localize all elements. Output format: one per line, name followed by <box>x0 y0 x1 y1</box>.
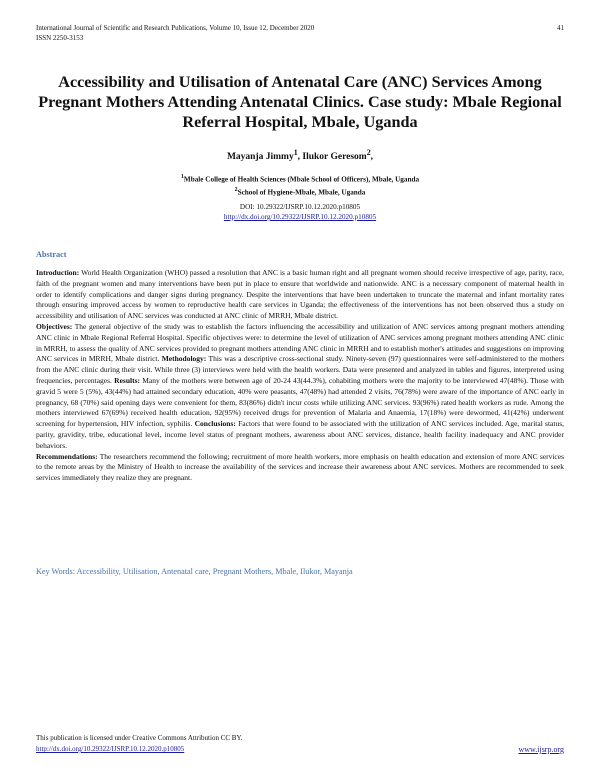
abstract-body <box>36 268 564 484</box>
paper-title: Accessibility and Utilisation of Antenatal Care (ANC) Services Among Pregnant Mothers Attending Antenatal Clinics. Case study: Mbale Regional Referral Hospital, Mbale, Uganda <box>38 73 562 131</box>
introduction-text: World Health Organization (WHO) passed a resolution that ANC is a basic human right and all pregnant women should receive irrespective of age, parity, race, faith of the pregnant women and many interventions have been put in place to ensure that worldwide and nationwide. ANC is a necessary component of maternal health in order to identify complications and danger signs during pregnancy. Despite the interventions that have been undertaken to truncate the maternal and infant mortality rates through ensuring improved access by women to reproductive health care services in Uganda; the effectiveness of the interventions has not been observed thus a study on accessibility and utilisation of ANC services was conducted at ANC clinic of MRRH, Mbale district. <box>36 268 564 321</box>
doi-text: DOI: 10.29322/IJSRP.10.12.2020.p10805 <box>239 203 361 211</box>
author-trailing-comma: , <box>370 152 374 163</box>
methodology-label: Methodology: <box>161 354 207 364</box>
author-1-superscript: 1 <box>293 148 298 157</box>
author-2-superscript: 2 <box>366 148 371 157</box>
affiliation-1-text: Mbale College of Health Sciences (Mbale School of Officers), Mbale, Uganda <box>183 175 420 184</box>
journal-site-link[interactable]: www.ijsrp.org <box>518 745 564 754</box>
author-line: Mayanja Jimmy$^1$, Ilukor Geresom$^2$, <box>226 148 374 163</box>
affiliation-2-superscript: 2 <box>234 187 238 194</box>
author-1: Mayanja Jimmy <box>226 152 294 163</box>
conclusions-text: Factors that were found to be associated with the utilization of ANC services included. Age, marital status, parity, gravidity, tribe, educational level, income level status of pregnant mothers, awareness about ANC services, distance, health facility inadequacy and ANC provider behaviors. <box>36 419 564 450</box>
recommendations-text: The researchers recommend the following; recruitment of more health workers, more emphasis on health education and extension of more ANC services to the remote areas by the Ministry of Health to increase the availability of the services and increase their awareness about ANC services. Mothers are recommended to seek services immediately they realize they are pregnant. <box>36 451 564 483</box>
affiliations <box>30 172 570 199</box>
doi-link[interactable]: http://dx.doi.org/10.29322/IJSRP.10.12.2020.p10805 <box>223 213 377 221</box>
objectives-text: The general objective of the study was to establish the factors influencing the accessibility and utilization of ANC services among pregnant mothers attending ANC clinic in Mbale Regional Referral Hospital. Specific objectives were: to determine the level of utilization of ANC services among pregnant mothers attending ANC clinic in MRRH, to assess the quality of ANC services provided to pregnant mothers attending ANC clinic in MRRH and to establish mother's attitudes and suggestions on improving ANC services in MRRH, Mbale district. <box>36 321 564 364</box>
introduction-label: Introduction: <box>36 268 80 277</box>
page-footer <box>36 733 564 755</box>
abstract-objectives <box>36 322 564 452</box>
results-label: Results: <box>114 375 140 385</box>
page-number: 41 <box>557 24 564 32</box>
footer-doi-link[interactable]: http://dx.doi.org/10.29322/IJSRP.10.12.2020.p10805 <box>36 745 185 753</box>
journal-citation: International Journal of Scientific and Research Publications, Volume 10, Issue 12, December 2020 <box>36 24 315 32</box>
abstract-recommendations <box>36 452 564 484</box>
conclusions-label: Conclusions: <box>194 419 236 429</box>
affiliation-1 <box>30 172 570 185</box>
methodology-text: This was a descriptive cross-sectional study. Ninety-seven (97) questionnaires were self-administered to the mothers from the ANC clinic during their visit. While three (3) interviews were held with the health workers. Data were presented and analyzed in tables and figures, interpreted using frequencies, percentages. <box>36 354 565 385</box>
abstract-heading: Abstract <box>36 250 67 259</box>
affiliation-1-superscript: 1 <box>180 174 184 180</box>
abstract-introduction <box>36 268 564 322</box>
running-header <box>36 23 564 43</box>
recommendations-label: Recommendations: <box>36 451 98 461</box>
issn: ISSN 2250-3153 <box>36 34 84 42</box>
keywords: Key Words: Accessibility, Utilisation, Antenatal care, Pregnant Mothers, Mbale, Ilukor, Mayanja <box>36 567 353 576</box>
objectives-label: Objectives: <box>36 321 73 331</box>
author-2: Ilukor Geresom <box>302 152 367 163</box>
results-text: Many of the mothers were between age of 20-24 43(44.3%), cohabiting mothers were the majority to be interviewed 47(48%). Those with gravid 5 were 5 (5%), 43(44%) had attained secondary education, 40% were peasants, 47(48%) had attended 2 visits, 76(78%) were aware of the importance of ANC early in pregnancy, 68 (70%) said opening days were convenient for them, 83(86%) didn't incur costs while utilizing ANC services. 93(96%) rated health workers as rude. Among the mothers interviewed 67(69%) received health education, 92(95%) received drugs for prevention of Malaria and Anaemia, 17(18%) were dewormed, 41(42%) underwent screening for hypertension, HIV infection, syphilis. <box>36 375 565 429</box>
affiliation-2-text: School of Hygiene-Mbale, Mbale, Uganda <box>237 188 366 197</box>
license-note: This publication is licensed under Creative Commons Attribution CC BY. <box>36 734 243 742</box>
affiliation-2 <box>30 185 570 198</box>
doi-block <box>30 202 570 222</box>
